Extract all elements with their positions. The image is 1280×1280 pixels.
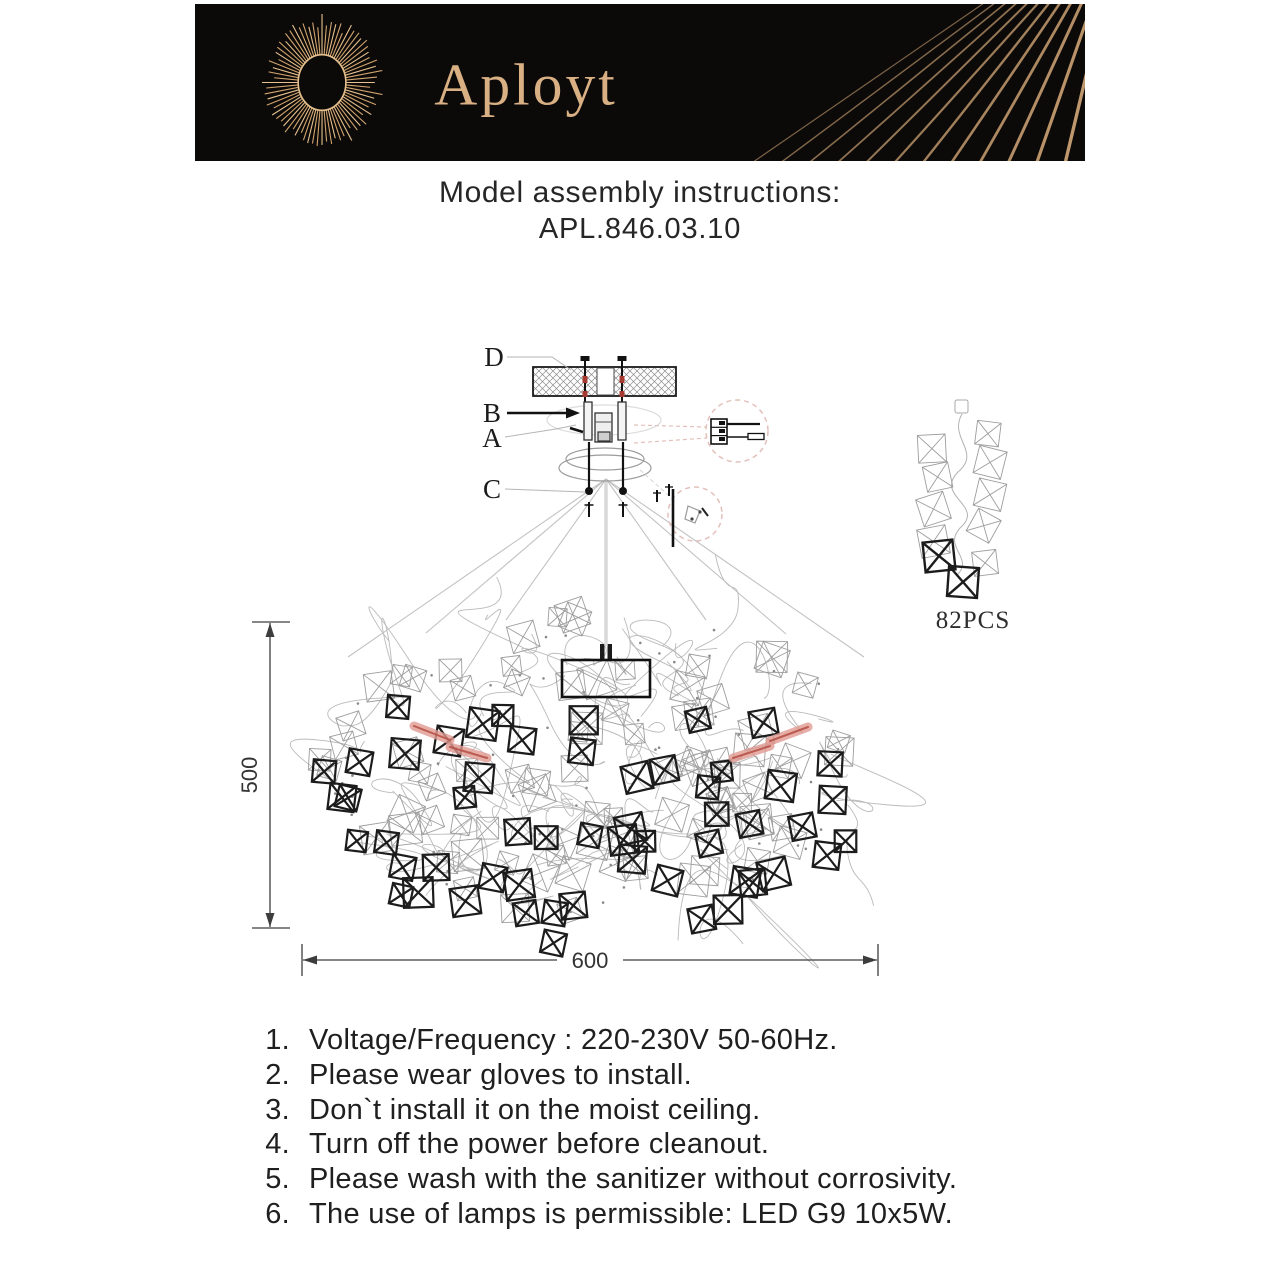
item-text: Please wear gloves to install. (309, 1058, 692, 1091)
brand-logo-text: Aployt (434, 51, 618, 118)
crystal-strand-detail (916, 400, 1008, 598)
item-number: 4. (265, 1128, 290, 1161)
item-number: 6. (265, 1197, 290, 1230)
dimension-height (237, 622, 290, 928)
arrowhead-icon (266, 913, 275, 927)
chandelier-crystal-cloud (290, 554, 925, 968)
item-text: Please wash with the sanitizer without corrosivity. (309, 1163, 958, 1196)
instruction-list (248, 1024, 1058, 1233)
callout-d: D (484, 342, 504, 372)
arrowhead-icon (863, 956, 877, 965)
wire-connector-detail (634, 400, 768, 462)
page-title: Model assembly instructions: (439, 176, 841, 209)
item-text: The use of lamps is permissible: LED G9 10x5W. (309, 1197, 953, 1230)
list-item (248, 1094, 1058, 1129)
list-item (248, 1024, 1058, 1059)
arrowhead-icon (566, 408, 580, 419)
dimension-width (302, 944, 878, 976)
item-number: 2. (265, 1058, 290, 1091)
ceiling-mount-assembly (348, 356, 864, 657)
dimension-height-label: 500 (237, 756, 262, 794)
list-item (248, 1198, 1058, 1233)
item-text: Don`t install it on the moist ceiling. (309, 1093, 761, 1126)
canopy (566, 448, 644, 470)
list-item (248, 1163, 1058, 1198)
callout-a: A (482, 423, 502, 453)
plate-slot (597, 368, 614, 395)
arrowhead-icon (303, 956, 317, 965)
clip-detail (640, 470, 722, 547)
item-text: Voltage/Frequency : 220-230V 50-60Hz. (309, 1024, 838, 1056)
crystal-count-label: 82PCS (935, 607, 1011, 634)
model-number: APL.846.03.10 (538, 213, 742, 245)
dimension-width-label: 600 (571, 948, 609, 973)
list-item (248, 1128, 1058, 1163)
item-number: 1. (265, 1024, 290, 1056)
callout-c: C (482, 474, 502, 504)
item-number: 3. (265, 1093, 290, 1126)
arrowhead-icon (266, 623, 275, 637)
list-item (248, 1059, 1058, 1094)
item-text: Turn off the power before cleanout. (309, 1128, 770, 1161)
item-number: 5. (265, 1163, 290, 1196)
callout-b: B (482, 398, 502, 428)
